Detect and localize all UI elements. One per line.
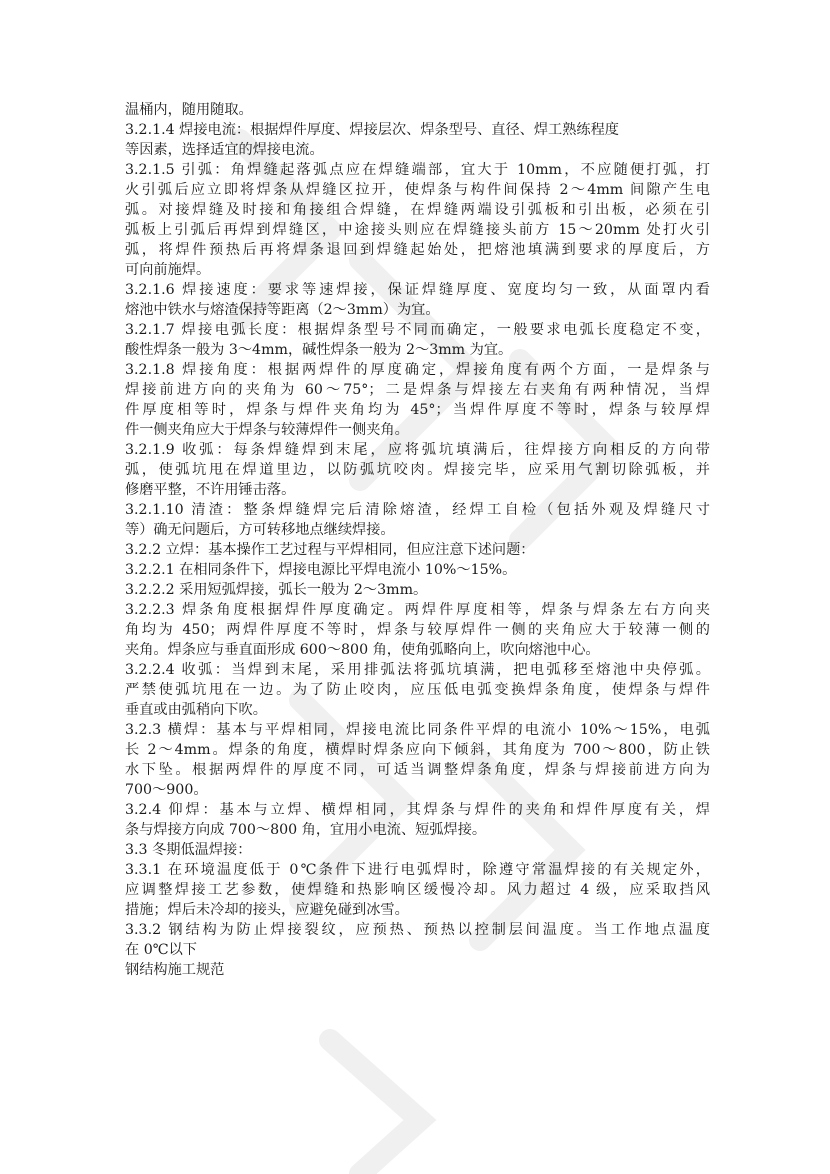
text-line: 条与焊接方向成 700～800 角，宜用小电流、短弧焊接。 <box>125 822 487 838</box>
text-line: 3.3 冬期低温焊接： <box>125 842 252 858</box>
text-line: 3.3.2 钢结构为防止焊接裂纹，应预热、预热以控制层间温度。当工作地点温度 <box>125 922 710 938</box>
text-line: 3.2.1.8 焊接角度：根据两焊件的厚度确定，焊接角度有两个方面，一是焊条与 <box>125 362 710 378</box>
text-line: 3.2.2.1 在相同条件下，焊接电源比平焊电流小 10%～15%。 <box>125 562 517 578</box>
text-line: 弧，使弧坑甩在焊道里边，以防弧坑咬肉。焊接完毕，应采用气割切除弧板，并 <box>125 462 710 478</box>
text-line: 3.2.2.4 收弧：当焊到末尾，采用排弧法将弧坑填满，把电弧移至熔池中央停弧。 <box>125 662 710 678</box>
text-line: 等）确无问题后，方可转移地点继续焊接。 <box>125 522 395 538</box>
document-body <box>125 100 710 980</box>
text-line: 酸性焊条一般为 3～4mm，碱性焊条一般为 2～3mm 为宜。 <box>125 342 513 358</box>
text-line: 弧板上引弧后再焊到焊缝区，中途接头则应在焊缝接头前方 15～20mm 处打火引 <box>125 222 710 238</box>
text-line: 3.2.1.9 收弧：每条焊缝焊到末尾，应将弧坑填满后，往焊接方向相反的方向带 <box>125 442 710 458</box>
text-line: 长 2～4mm。焊条的角度，横焊时焊条应向下倾斜，其角度为 700～800，防止铁 <box>125 742 710 758</box>
text-line: 件一侧夹角应大于焊条与较薄焊件一侧夹角。 <box>125 422 409 438</box>
text-line: 温桶内，随用随取。 <box>125 102 253 118</box>
text-line: 水下坠。根据两焊件的厚度不同，可适当调整焊条角度，焊条与焊接前进方向为 <box>125 762 710 778</box>
text-line: 3.2.1.7 焊接电弧长度：根据焊条型号不同而确定，一般要求电弧长度稳定不变， <box>125 322 710 338</box>
text-line: 3.2.2 立焊：基本操作工艺过程与平焊相同，但应注意下述问题： <box>125 542 535 558</box>
text-line: 3.2.2.3 焊条角度根据焊件厚度确定。两焊件厚度相等，焊条与焊条左右方向夹 <box>125 602 710 618</box>
text-line: 夹角。焊条应与垂直面形成 600～800 角，使角弧略向上，吹向熔池中心。 <box>125 642 600 658</box>
text-line: 熔池中铁水与熔渣保持等距离（2～3mm）为宜。 <box>125 302 440 318</box>
text-line: 严禁使弧坑甩在一边。为了防止咬肉，应压低电弧变换焊条角度，使焊条与焊件 <box>125 682 710 698</box>
text-line: 弧，将焊件预热后再将焊条退回到焊缝起始处，把熔池填满到要求的厚度后，方 <box>125 242 710 258</box>
text-line: 可向前施焊。 <box>125 262 211 278</box>
text-line: 弧。对接焊缝及时接和角接组合焊缝，在焊缝两端设引弧板和引出板，必须在引 <box>125 202 710 218</box>
text-line: 3.2.1.4 焊接电流：根据焊件厚度、焊接层次、焊条型号、直径、焊工熟练程度 <box>125 122 619 138</box>
text-line: 3.2.4 仰焊：基本与立焊、横焊相同，其焊条与焊件的夹角和焊件厚度有关，焊 <box>125 802 710 818</box>
text-line: 700～900。 <box>125 782 208 798</box>
text-line: 3.2.1.10 清渣：整条焊缝焊完后清除熔渣，经焊工自检（包括外观及焊缝尺寸 <box>125 502 710 518</box>
text-line: 应调整焊接工艺参数，使焊缝和热影响区缓慢冷却。风力超过 4 级，应采取挡风 <box>125 882 710 898</box>
text-line: 3.2.1.5 引弧：角焊缝起落弧点应在焊缝端部，宜大于 10mm，不应随便打弧，打 <box>125 162 710 178</box>
text-line: 件厚度相等时，焊条与焊件夹角均为 45°；当焊件厚度不等时，焊条与较厚焊 <box>125 402 710 418</box>
text-line: 3.2.2.2 采用短弧焊接，弧长一般为 2～3mm。 <box>125 582 428 598</box>
text-line: 3.2.1.6 焊接速度：要求等速焊接，保证焊缝厚度、宽度均匀一致，从面罩内看 <box>125 282 710 298</box>
text-line: 焊接前进方向的夹角为 60～75°；二是焊条与焊接左右夹角有两种情况，当焊 <box>125 382 710 398</box>
text-line: 火引弧后应立即将焊条从焊缝区拉开，使焊条与构件间保持 2～4mm 间隙产生电 <box>125 182 710 198</box>
text-line: 修磨平整，不许用锤击落。 <box>125 482 296 498</box>
text-line: 3.2.3 横焊：基本与平焊相同，焊接电流比同条件平焊的电流小 10%～15%，电弧 <box>125 722 710 738</box>
text-line: 等因素，选择适宜的焊接电流。 <box>125 142 324 158</box>
text-line: 垂直或由弧稍向下吹。 <box>125 702 267 718</box>
text-line: 角均为 450；两焊件厚度不等时，焊条与较厚焊件一侧的夹角应大于较薄一侧的 <box>125 622 710 638</box>
text-line: 3.3.1 在环境温度低于 0℃条件下进行电弧焊时，除遵守常温焊接的有关规定外， <box>125 862 710 878</box>
text-line: 在 0℃以下 <box>125 942 197 958</box>
text-line: 措施；焊后未冷却的接头，应避免碰到冰雪。 <box>125 902 409 918</box>
text-line: 钢结构施工规范 <box>125 962 225 978</box>
